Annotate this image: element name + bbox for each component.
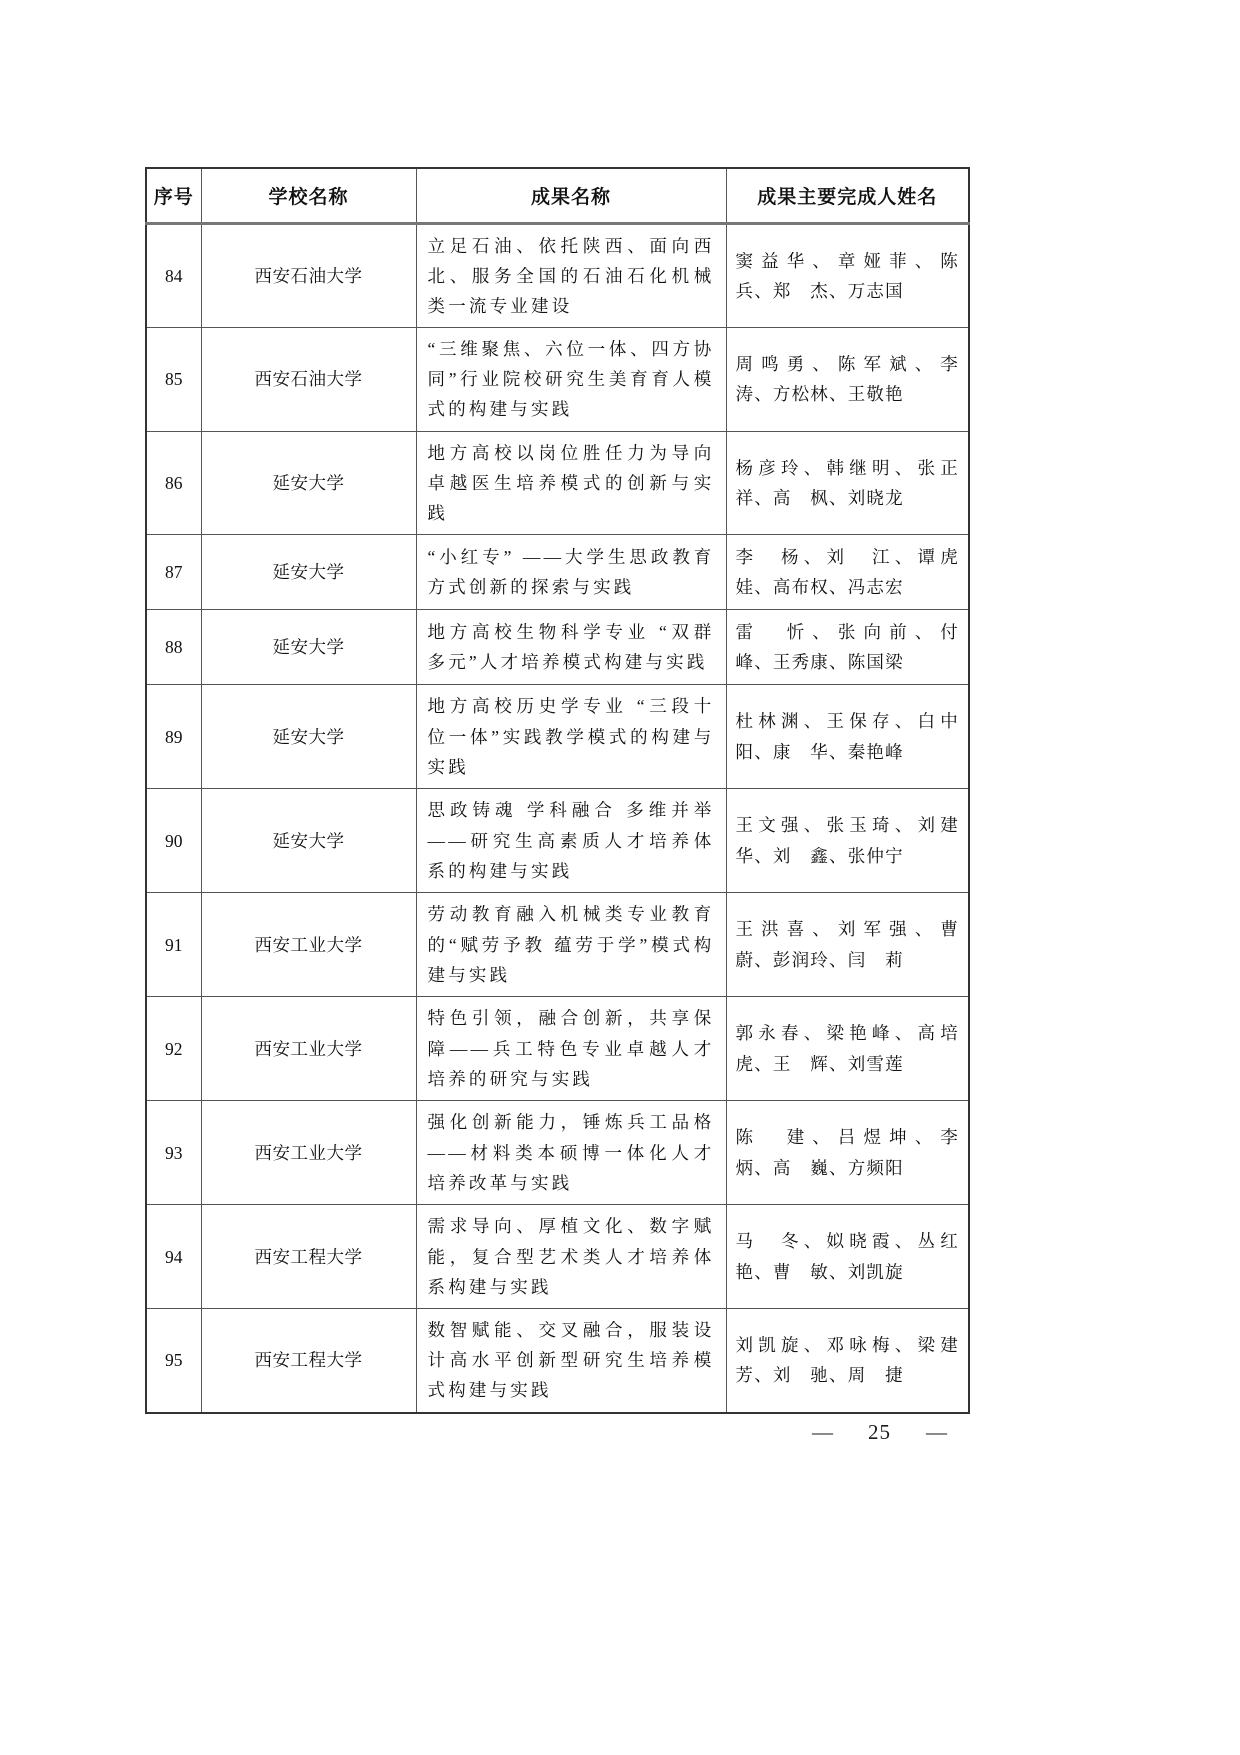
achievement-name: 地方高校历史学专业 “三段十位一体”实践教学模式的构建与实践 <box>416 685 726 789</box>
column-header-school: 学校名称 <box>201 168 416 223</box>
school-name: 西安工程大学 <box>201 1309 416 1413</box>
row-number: 87 <box>146 535 201 610</box>
school-name: 延安大学 <box>201 610 416 685</box>
achievement-name: “三维聚焦、六位一体、四方协同”行业院校研究生美育育人模式的构建与实践 <box>416 327 726 431</box>
school-name: 西安石油大学 <box>201 327 416 431</box>
school-name: 延安大学 <box>201 789 416 893</box>
school-name: 延安大学 <box>201 685 416 789</box>
table-row <box>146 893 969 997</box>
contributors: 王文强、张玉琦、刘建华、刘 鑫、张仲宁 <box>726 789 969 893</box>
table-row <box>146 327 969 431</box>
achievement-name: 立足石油、依托陕西、面向西北、服务全国的石油石化机械类一流专业建设 <box>416 223 726 327</box>
table-row <box>146 789 969 893</box>
contributors: 雷 忻、张向前、付 峰、王秀康、陈国梁 <box>726 610 969 685</box>
table-row <box>146 1309 969 1413</box>
achievement-name: 数智赋能、交叉融合，服装设计高水平创新型研究生培养模式构建与实践 <box>416 1309 726 1413</box>
achievement-name: 劳动教育融入机械类专业教育的“赋劳予教 蕴劳于学”模式构建与实践 <box>416 893 726 997</box>
school-name: 西安工业大学 <box>201 1101 416 1205</box>
row-number: 86 <box>146 431 201 534</box>
row-number: 84 <box>146 223 201 327</box>
page-number-footer <box>812 1420 947 1445</box>
contributors: 杜林渊、王保存、白中阳、康 华、秦艳峰 <box>726 685 969 789</box>
column-header-number: 序号 <box>146 168 201 223</box>
achievement-name: 强化创新能力，锤炼兵工品格——材料类本硕博一体化人才培养改革与实践 <box>416 1101 726 1205</box>
table-row <box>146 1101 969 1205</box>
row-number: 90 <box>146 789 201 893</box>
table-row <box>146 685 969 789</box>
contributors: 郭永春、梁艳峰、高培虎、王 辉、刘雪莲 <box>726 997 969 1101</box>
contributors: 周鸣勇、陈军斌、李 涛、方松林、王敬艳 <box>726 327 969 431</box>
achievement-name: 地方高校以岗位胜任力为导向卓越医生培养模式的创新与实践 <box>416 431 726 534</box>
row-number: 89 <box>146 685 201 789</box>
school-name: 延安大学 <box>201 431 416 534</box>
achievement-name: 特色引领，融合创新，共享保障——兵工特色专业卓越人才培养的研究与实践 <box>416 997 726 1101</box>
table-row <box>146 997 969 1101</box>
contributors: 刘凯旋、邓咏梅、梁建芳、刘 驰、周 捷 <box>726 1309 969 1413</box>
table-row <box>146 535 969 610</box>
row-number: 85 <box>146 327 201 431</box>
achievement-name: 思政铸魂 学科融合 多维并举——研究生高素质人才培养体系的构建与实践 <box>416 789 726 893</box>
school-name: 西安工程大学 <box>201 1205 416 1309</box>
row-number: 91 <box>146 893 201 997</box>
achievement-name: “小红专” ——大学生思政教育方式创新的探索与实践 <box>416 535 726 610</box>
contributors: 王洪喜、刘军强、曹 蔚、彭润玲、闫 莉 <box>726 893 969 997</box>
row-number: 95 <box>146 1309 201 1413</box>
achievement-name: 地方高校生物科学专业 “双群多元”人才培养模式构建与实践 <box>416 610 726 685</box>
contributors: 窦益华、章娅菲、陈 兵、郑 杰、万志国 <box>726 223 969 327</box>
contributors: 马 冬、姒晓霞、丛红艳、曹 敏、刘凯旋 <box>726 1205 969 1309</box>
column-header-achievement: 成果名称 <box>416 168 726 223</box>
contributors: 陈 建、吕煜坤、李 炳、高 巍、方频阳 <box>726 1101 969 1205</box>
table-row <box>146 431 969 534</box>
page-number: 25 <box>868 1420 891 1444</box>
achievements-table <box>145 167 978 1414</box>
footer-dash-left: — <box>812 1420 833 1444</box>
row-number: 94 <box>146 1205 201 1309</box>
school-name: 延安大学 <box>201 535 416 610</box>
achievement-name: 需求导向、厚植文化、数字赋能，复合型艺术类人才培养体系构建与实践 <box>416 1205 726 1309</box>
table-header-row <box>146 168 969 223</box>
row-number: 88 <box>146 610 201 685</box>
row-number: 93 <box>146 1101 201 1205</box>
school-name: 西安工业大学 <box>201 893 416 997</box>
contributors: 李 杨、刘 江、谭虎娃、高布权、冯志宏 <box>726 535 969 610</box>
table-row <box>146 610 969 685</box>
school-name: 西安石油大学 <box>201 223 416 327</box>
school-name: 西安工业大学 <box>201 997 416 1101</box>
table-row <box>146 223 969 327</box>
table-row <box>146 1205 969 1309</box>
footer-dash-right: — <box>926 1420 947 1444</box>
column-header-contributors: 成果主要完成人姓名 <box>726 168 969 223</box>
row-number: 92 <box>146 997 201 1101</box>
contributors: 杨彦玲、韩继明、张正祥、高 枫、刘晓龙 <box>726 431 969 534</box>
